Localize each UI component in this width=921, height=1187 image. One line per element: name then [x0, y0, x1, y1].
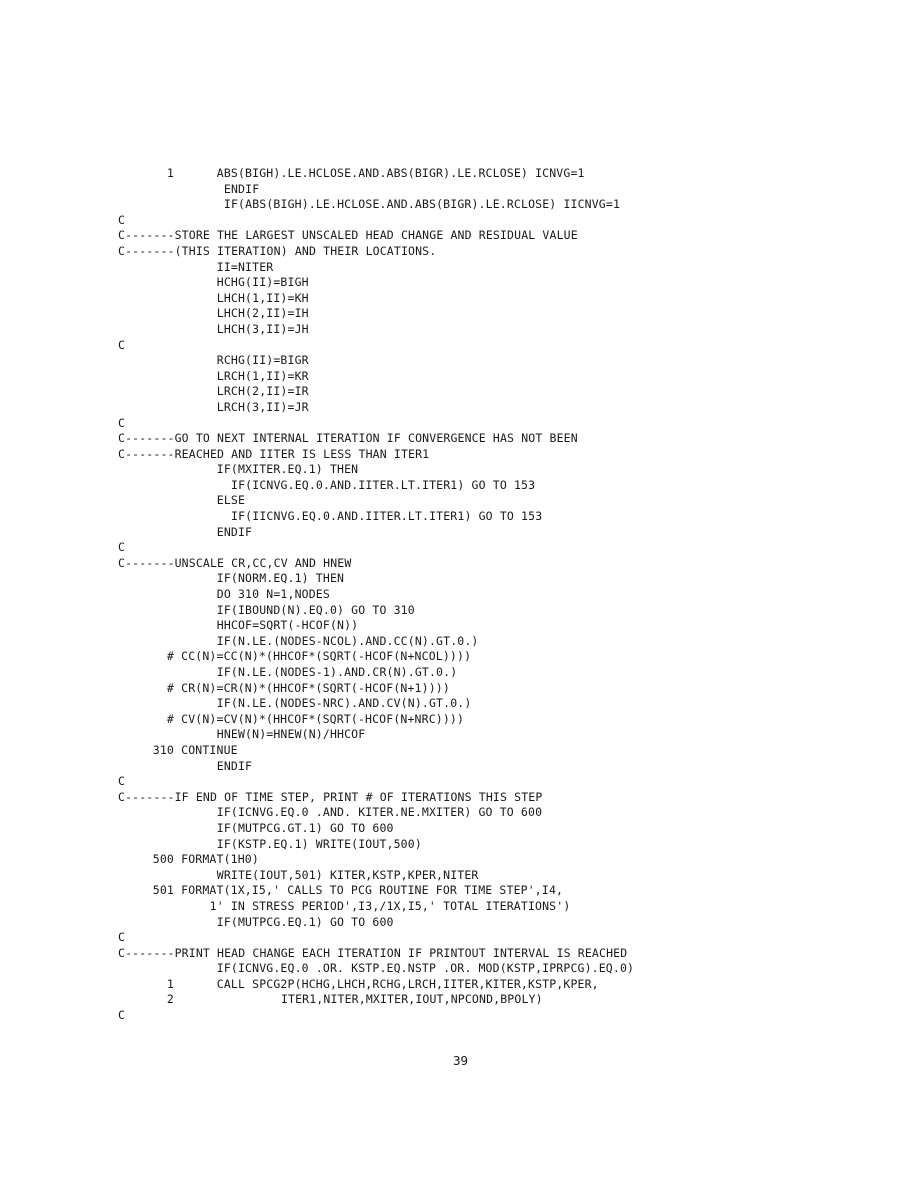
code-line: [118, 790, 634, 806]
comment-marker: C: [118, 555, 126, 570]
code-line: [118, 665, 634, 681]
statement-label: 310: [152, 742, 174, 757]
code-line: [118, 166, 634, 182]
statement-text: 1' IN STRESS PERIOD',I3,/1X,I5,' TOTAL ITERATIONS'): [209, 898, 571, 913]
statement-label: 1: [166, 166, 174, 180]
comment-marker: C: [118, 228, 126, 243]
code-line: [118, 416, 634, 432]
code-line: [118, 447, 634, 463]
statement-text: FORMAT(1X,I5,' CALLS TO PCG ROUTINE FOR TIME STEP',I4,: [181, 883, 564, 898]
comment-text: -------PRINT HEAD CHANGE EACH ITERATION IF PRINTOUT INTERVAL IS REACHED: [125, 945, 628, 960]
code-line: [118, 883, 634, 899]
statement-text: HHCOF=SQRT(-HCOF(N)): [216, 618, 359, 633]
comment-marker: C: [118, 243, 126, 258]
statement-text: WRITE(IOUT,501) KITER,KSTP,KPER,NITER: [216, 867, 479, 882]
code-line: [118, 930, 634, 946]
fortran-code-listing: [118, 166, 634, 1024]
comment-text: -------UNSCALE CR,CC,CV AND HNEW: [125, 555, 352, 570]
statement-text: HNEW(N)=HNEW(N)/HHCOF: [216, 727, 366, 742]
statement-text: ENDIF: [216, 524, 253, 539]
code-line: [118, 275, 634, 291]
code-line: [118, 197, 634, 213]
statement-text: IF(ICNVG.EQ.0.AND.IITER.LT.ITER1) GO TO 153: [231, 477, 536, 492]
comment-marker: C: [118, 930, 126, 945]
comment-text: -------REACHED AND IITER IS LESS THAN ITER1: [125, 446, 430, 461]
comment-text: -------IF END OF TIME STEP, PRINT # OF ITERATIONS THIS STEP: [125, 789, 543, 804]
code-line: [118, 852, 634, 868]
comment-text: -------STORE THE LARGEST UNSCALED HEAD CHANGE AND RESIDUAL VALUE: [125, 228, 578, 243]
statement-text: IF(MUTPCG.EQ.1) GO TO 600: [216, 914, 394, 929]
code-line: [118, 306, 634, 322]
code-line: [118, 400, 634, 416]
statement-text: ENDIF: [216, 758, 253, 773]
comment-marker: C: [118, 446, 126, 461]
code-line: [118, 384, 634, 400]
code-line: [118, 681, 634, 697]
comment-marker: C: [118, 431, 126, 446]
comment-marker: C: [118, 945, 126, 960]
code-line: [118, 977, 634, 993]
code-line: [118, 509, 634, 525]
comment-text: -------(THIS ITERATION) AND THEIR LOCATIONS.: [125, 243, 437, 258]
statement-label: #: [166, 680, 174, 695]
statement-label: #: [166, 649, 174, 664]
code-line: [118, 899, 634, 915]
code-line: [118, 837, 634, 853]
statement-text: IF(KSTP.EQ.1) WRITE(IOUT,500): [216, 836, 422, 851]
statement-text: CC(N)=CC(N)*(HHCOF*(SQRT(-HCOF(N+NCOL)))): [181, 649, 472, 664]
code-line: [118, 868, 634, 884]
code-line: [118, 182, 634, 198]
code-line: [118, 727, 634, 743]
statement-text: LRCH(1,II)=KR: [216, 368, 309, 383]
code-line: [118, 649, 634, 665]
code-line: [118, 571, 634, 587]
code-line: [118, 1008, 634, 1024]
statement-text: IF(N.LE.(NODES-1).AND.CR(N).GT.0.): [216, 665, 458, 679]
code-line: [118, 587, 634, 603]
code-line: [118, 759, 634, 775]
code-line: [118, 369, 634, 385]
comment-text: -------GO TO NEXT INTERNAL ITERATION IF CONVERGENCE HAS NOT BEEN: [125, 431, 578, 446]
comment-marker: C: [118, 789, 126, 804]
comment-marker: C: [118, 337, 126, 352]
code-line: [118, 774, 634, 790]
comment-marker: C: [118, 774, 126, 789]
statement-text: CALL SPCG2P(HCHG,LHCH,RCHG,LRCH,IITER,KITER,KSTP,KPER,: [216, 976, 599, 991]
statement-text: RCHG(II)=BIGR: [216, 353, 309, 368]
code-line: [118, 291, 634, 307]
statement-text: ENDIF: [223, 181, 260, 196]
statement-text: IF(MXITER.EQ.1) THEN: [216, 462, 359, 477]
statement-label: 2: [166, 992, 174, 1007]
statement-text: IF(ABS(BIGH).LE.HCLOSE.AND.ABS(BIGR).LE.RCLOSE) IICNVG=1: [223, 197, 621, 212]
statement-text: IF(ICNVG.EQ.0 .OR. KSTP.EQ.NSTP .OR. MOD(KSTP,IPRPCG).EQ.0): [216, 961, 635, 976]
statement-text: IF(IBOUND(N).EQ.0) GO TO 310: [216, 602, 415, 617]
statement-text: IF(N.LE.(NODES-NRC).AND.CV(N).GT.0.): [216, 696, 472, 711]
statement-text: ELSE: [216, 493, 246, 508]
code-line: [118, 228, 634, 244]
statement-text: IF(IICNVG.EQ.0.AND.IITER.LT.ITER1) GO TO 153: [231, 509, 543, 524]
code-line: [118, 525, 634, 541]
code-line: [118, 915, 634, 931]
statement-text: LRCH(3,II)=JR: [216, 399, 309, 414]
statement-text: CONTINUE: [181, 742, 238, 757]
code-line: [118, 213, 634, 229]
page-number: 39: [452, 1053, 469, 1068]
statement-text: CV(N)=CV(N)*(HHCOF*(SQRT(-HCOF(N+NRC)))): [181, 711, 465, 726]
comment-marker: C: [118, 415, 126, 430]
statement-label: 1: [166, 976, 174, 991]
code-line: [118, 961, 634, 977]
code-line: [118, 712, 634, 728]
code-line: [118, 603, 634, 619]
statement-text: IF(ICNVG.EQ.0 .AND. KITER.NE.MXITER) GO TO 600: [216, 805, 543, 820]
statement-text: ITER1,NITER,MXITER,IOUT,NPCOND,BPOLY): [280, 992, 543, 1007]
statement-text: HCHG(II)=BIGH: [216, 275, 309, 290]
code-line: [118, 821, 634, 837]
statement-text: IF(NORM.EQ.1) THEN: [216, 571, 345, 586]
statement-text: LHCH(3,II)=JH: [216, 321, 309, 336]
code-line: [118, 634, 634, 650]
code-line: [118, 462, 634, 478]
statement-text: LHCH(2,II)=IH: [216, 306, 309, 321]
code-line: [118, 493, 634, 509]
statement-label: #: [166, 711, 174, 726]
statement-text: IF(MUTPCG.GT.1) GO TO 600: [216, 820, 394, 835]
code-line: [118, 478, 634, 494]
code-line: [118, 244, 634, 260]
statement-text: CR(N)=CR(N)*(HHCOF*(SQRT(-HCOF(N+1)))): [181, 680, 450, 695]
code-line: [118, 260, 634, 276]
code-line: [118, 322, 634, 338]
statement-text: DO 310 N=1,NODES: [216, 587, 330, 602]
statement-text: FORMAT(1H0): [181, 852, 259, 867]
statement-text: LHCH(1,II)=KH: [216, 290, 309, 305]
code-line: [118, 618, 634, 634]
code-line: [118, 353, 634, 369]
code-line: [118, 696, 634, 712]
comment-marker: C: [118, 212, 126, 227]
comment-marker: C: [118, 1008, 126, 1023]
comment-marker: C: [118, 540, 126, 555]
code-line: [118, 743, 634, 759]
statement-text: ABS(BIGH).LE.HCLOSE.AND.ABS(BIGR).LE.RCLOSE) ICNVG=1: [216, 166, 585, 180]
statement-label: 501: [152, 883, 174, 898]
code-line: [118, 805, 634, 821]
statement-text: LRCH(2,II)=IR: [216, 384, 309, 399]
code-line: [118, 431, 634, 447]
code-line: [118, 540, 634, 556]
code-line: [118, 992, 634, 1008]
code-line: [118, 556, 634, 572]
statement-text: II=NITER: [216, 259, 274, 274]
statement-text: IF(N.LE.(NODES-NCOL).AND.CC(N).GT.0.): [216, 633, 479, 648]
statement-label: 500: [152, 852, 174, 867]
code-line: [118, 338, 634, 354]
code-line: [118, 946, 634, 962]
